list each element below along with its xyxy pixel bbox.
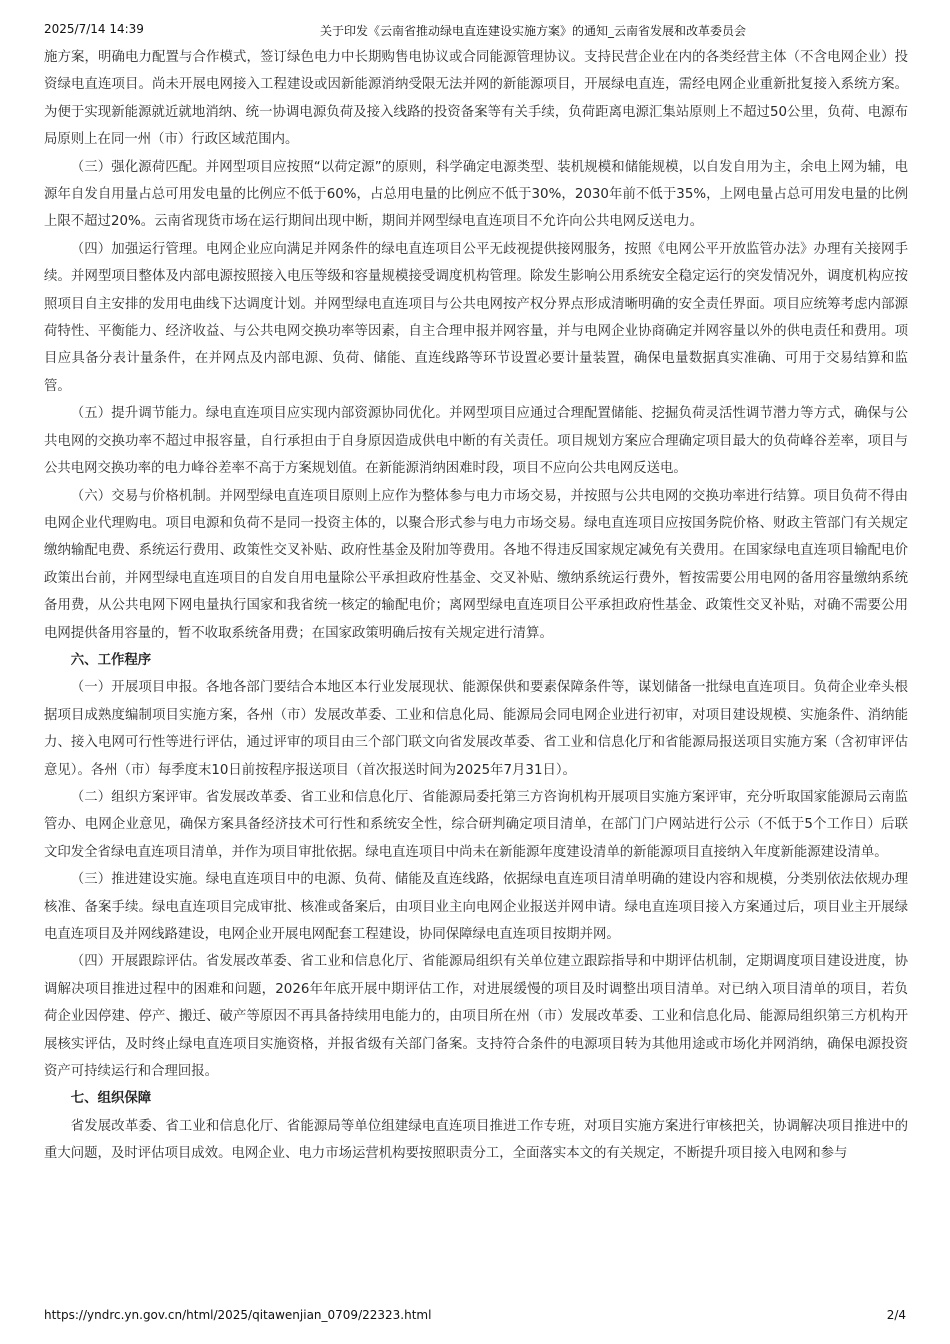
paragraph-continued: 施方案，明确电力配置与合作模式，签订绿色电力中长期购售电协议或合同能源管理协议。支持民营企业在内的各类经营主体（不含电网企业）投资绿电直连项目。尚未开展电网接入工程建设或因新能源消纳受限无法并网的新能源项目，开展绿电直连，需经电网企业重新批复接入系统方案。为便于实现新能源就近就地消纳、统一协调电源负荷及接入线路的投资备案等有关手续，负荷距离电源汇集站原则上不超过50公里，负荷、电源布局原则上在同一州（市）行政区域范围内。 [44,50,908,148]
print-header [44,22,906,38]
paragraph-organization: 省发展改革委、省工业和信息化厅、省能源局等单位组建绿电直连项目推进工作专班，对项目实施方案进行审核把关，协调解决项目推进中的重大问题，及时评估项目成效。电网企业、电力市场运营机构要按照职责分工，全面落实本文的有关规定，不断提升项目接入电网和参与 [44,1118,908,1162]
section-heading-work-procedure: 六、工作程序 [70,652,152,668]
paragraph-project-application: （一）开展项目申报。各地各部门要结合本地区本行业发展现状、能源保供和要素保障条件等，谋划储备一批绿电直连项目。负荷企业牵头根据项目成熟度编制项目实施方案，各州（市）发展改革委、工业和信息化局、能源局会同电网企业进行初审，对项目建设规模、实施条件、消纳能力、接入电网可行性等进行评估，通过评审的项目由三个部门联文向省发展改革委、省工业和信息化厅和省能源局报送项目实施方案（含初审评估意见）。各州（市）每季度末10日前按程序报送项目（首次报送时间为2025年7月31日）。 [44,680,908,778]
paragraph-source-load-matching: （三）强化源荷匹配。并网型项目应按照“以荷定源”的原则，科学确定电源类型、装机规模和储能规模，以自发自用为主，余电上网为辅，电源年自发自用量占总可用发电量的比例应不低于60%，占总用电量的比例应不低于30%，2030年前不低于35%，上网电量占总可用发电量的比例上限不超过20%。云南省现货市场在运行期间出现中断，期间并网型绿电直连项目不允许向公共电网反送电力。 [44,159,908,230]
page-url: https://yndrc.yn.gov.cn/html/2025/qitawenjian_0709/22323.html [44,1308,432,1322]
page-title: 关于印发《云南省推动绿电直连建设实施方案》的通知_云南省发展和改革委员会 [320,24,747,38]
paragraph-plan-review: （二）组织方案评审。省发展改革委、省工业和信息化厅、省能源局委托第三方咨询机构开展项目实施方案评审，充分听取国家能源局云南监管办、电网企业意见，确保方案具备经济技术可行性和系统安全性，综合研判确定项目清单，在部门门户网站进行公示（不低于5个工作日）后联文印发全省绿电直连项目清单，并作为项目审批依据。绿电直连项目中尚未在新能源年度建设清单的新能源项目直接纳入年度新能源建设清单。 [44,789,908,860]
article-body [44,44,908,1168]
paragraph-operation-management: （四）加强运行管理。电网企业应向满足并网条件的绿电直连项目公平无歧视提供接网服务，按照《电网公平开放监管办法》办理有关接网手续。并网型项目整体及内部电源按照接入电压等级和容量规模接受调度机构管理。除发生影响公用系统安全稳定运行的突发情况外，调度机构应按照项目自主安排的发用电曲线下达调度计划。并网型绿电直连项目与公共电网按产权分界点形成清晰明确的安全责任界面。项目应统筹考虑内部源荷特性、平衡能力、经济收益、与公共电网交换功率等因素，自主合理申报并网容量，并与电网企业协商确定并网容量以外的供电责任和费用。项目应具备分表计量条件，在并网点及内部电源、负荷、储能、直连线路等环节设置必要计量装置，确保电量数据真实准确、可用于交易结算和监管。 [44,241,908,394]
print-datetime: 2025/7/14 14:39 [44,22,144,36]
paragraph-tracking-evaluation: （四）开展跟踪评估。省发展改革委、省工业和信息化厅、省能源局组织有关单位建立跟踪指导和中期评估机制，定期调度项目建设进度，协调解决项目推进过程中的困难和问题，2026年年底开展中期评估工作，对进展缓慢的项目及时调整出项目清单。对已纳入项目清单的项目，若负荷企业因停建、停产、搬迁、破产等原因不再具备持续用电能力的，由项目所在州（市）发展改革委、工业和信息化局、能源局组织第三方机构开展核实评估，及时终止绿电直连项目实施资格，并报省级有关部门备案。支持符合条件的电源项目转为其他用途或市场化并网消纳，确保电源投资资产可持续运行和合理回报。 [44,954,908,1080]
paragraph-trading-pricing: （六）交易与价格机制。并网型绿电直连项目原则上应作为整体参与电力市场交易，并按照与公共电网的交换功率进行结算。项目负荷不得由电网企业代理购电。项目电源和负荷不是同一投资主体的，以聚合形式参与电力市场交易。绿电直连项目应按国务院价格、财政主管部门有关规定缴纳输配电费、系统运行费用、政策性交叉补贴、政府性基金及附加等费用。各地不得违反国家规定减免有关费用。在国家绿电直连项目输配电价政策出台前，并网型绿电直连项目的自发自用电量除公平承担政府性基金、交叉补贴、缴纳系统运行费外，暂按需要公用电网的备用容量缴纳系统备用费，从公共电网下网电量执行国家和我省统一核定的输配电价；离网型绿电直连项目公平承担政府性基金、政策性交叉补贴，对确不需要公用电网提供备用容量的，暂不收取系统备用费；在国家政策明确后按有关规定进行清算。 [44,488,908,641]
paragraph-regulation-capability: （五）提升调节能力。绿电直连项目应实现内部资源协同优化。并网型项目应通过合理配置储能、挖掘负荷灵活性调节潜力等方式，确保与公共电网的交换功率不超过申报容量，自行承担由于自身原因造成供电中断的有关责任。项目规划方案应合理确定项目最大的负荷峰谷差率，项目与公共电网交换功率的电力峰谷差率不高于方案规划值。在新能源消纳困难时段，项目不应向公共电网反送电。 [44,406,908,477]
section-heading-organization: 七、组织保障 [70,1091,152,1107]
page-number: 2/4 [886,1308,906,1322]
print-footer [44,1308,906,1324]
paragraph-construction: （三）推进建设实施。绿电直连项目中的电源、负荷、储能及直连线路，依据绿电直连项目清单明确的建设内容和规模，分类别依法依规办理核准、备案手续。绿电直连项目完成审批、核准或备案后，由项目业主向电网企业报送并网申请。绿电直连项目接入方案通过后，项目业主开展绿电直连项目及并网线路建设，电网企业开展电网配套工程建设，协同保障绿电直连项目按期并网。 [44,872,908,942]
